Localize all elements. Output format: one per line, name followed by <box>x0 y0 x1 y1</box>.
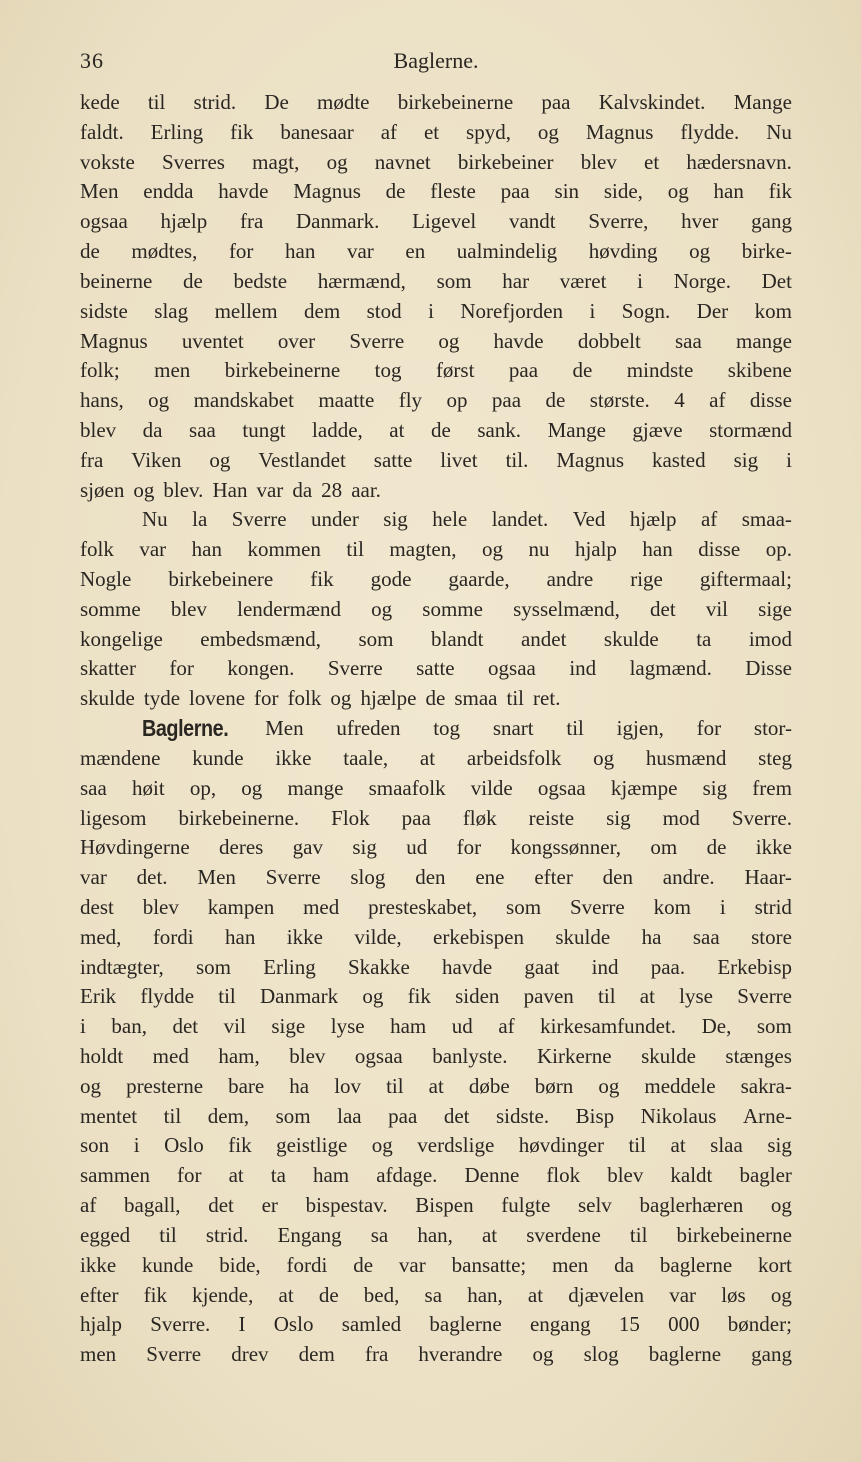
text-line: mentet til dem, som laa paa det sidste. Bisp Nikolaus Arne- <box>80 1103 792 1128</box>
text-line: Høvdingerne deres gav sig ud for kongssønner, om de ikke <box>80 835 792 860</box>
text-line: de mødtes, for han var en ualmindelig høvding og birke- <box>80 239 792 264</box>
text-line: holdt med ham, blev ogsaa banlyste. Kirkerne skulde stænges <box>80 1044 792 1068</box>
section-heading: Baglerne. <box>142 715 229 742</box>
text-line: ikke kunde bide, fordi de var bansatte; men da baglerne kort <box>80 1252 792 1277</box>
text-line: Erik flydde til Danmark og fik siden paven til at lyse Sverre <box>80 984 792 1009</box>
text-line: somme blev lendermænd og somme sysselmænd, det vil sige <box>80 596 792 621</box>
text-line: folk var han kommen til magten, og nu hjalp han disse op. <box>80 537 792 562</box>
text-line: Magnus uventet over Sverre og havde dobbelt saa mange <box>80 328 792 353</box>
body-text <box>80 88 792 1370</box>
text-line: folk; men birkebeinerne tog først paa de mindste skibene <box>80 358 792 383</box>
text-line: blev da saa tungt ladde, at de sank. Mange gjæve stormænd <box>80 417 792 442</box>
text-line: ogsaa hjælp fra Danmark. Ligevel vandt Sverre, hver gang <box>80 209 792 234</box>
text-line: Nogle birkebeinere fik gode gaarde, andre rige giftermaal; <box>80 567 792 591</box>
text-line: skulde tyde lovene for folk og hjælpe de smaa til ret. <box>80 686 561 711</box>
text-line: efter fik kjende, at de bed, sa han, at djævelen var løs og <box>80 1282 792 1307</box>
text-line: hans, og mandskabet maatte fly op paa de største. 4 af disse <box>80 388 792 413</box>
page-number: 36 <box>80 48 104 73</box>
text-line: kede til strid. De mødte birkebeinerne paa Kalvskindet. Mange <box>80 90 792 114</box>
text-line: af bagall, det er bispestav. Bispen fulgte selv baglerhæren og <box>80 1193 792 1218</box>
text-line: Nu la Sverre under sig hele landet. Ved hjælp af smaa- <box>142 507 792 532</box>
text-line: beinerne de bedste hærmænd, som har været i Norge. Det <box>80 268 792 293</box>
text-line: sidste slag mellem dem stod i Norefjorden i Sogn. Der kom <box>80 298 792 323</box>
text-line: med, fordi han ikke vilde, erkebispen skulde ha saa store <box>80 924 792 949</box>
text-line: skatter for kongen. Sverre satte ogsaa ind lagmænd. Disse <box>80 656 792 681</box>
text-line: men Sverre drev dem fra hverandre og slog baglerne gang <box>80 1342 792 1367</box>
text-line: saa høit op, og mange smaafolk vilde ogsaa kjæmpe sig frem <box>80 775 792 800</box>
text-line: ligesom birkebeinerne. Flok paa fløk reiste sig mod Sverre. <box>80 805 792 830</box>
text-line: dest blev kampen med presteskabet, som Sverre kom i strid <box>80 894 792 919</box>
text-line: i ban, det vil sige lyse ham ud af kirkesamfundet. De, som <box>80 1014 792 1039</box>
text-line: kongelige embedsmænd, som blandt andet skulde ta imod <box>80 626 792 651</box>
page-header <box>80 44 792 78</box>
text-line: sjøen og blev. Han var da 28 aar. <box>80 477 381 502</box>
text-line: og presterne bare ha lov til at døbe børn og meddele sakra- <box>80 1073 792 1098</box>
text-line: indtægter, som Erling Skakke havde gaat ind paa. Erkebisp <box>80 954 792 979</box>
text-line: faldt. Erling fik banesaar af et spyd, og Magnus flydde. Nu <box>80 119 792 144</box>
text-line: var det. Men Sverre slog den ene efter den andre. Haar- <box>80 865 792 890</box>
text-line: Baglerne. Men ufreden tog snart til igjen, for stor- <box>80 714 792 744</box>
running-title: Baglerne. <box>393 48 479 73</box>
text-line: hjalp Sverre. I Oslo samled baglerne engang 15 000 bønder; <box>80 1312 792 1337</box>
text-line: fra Viken og Vestlandet satte livet til. Magnus kasted sig i <box>80 447 792 472</box>
text-line: egged til strid. Engang sa han, at sverdene til birkebeinerne <box>80 1222 792 1247</box>
text-line: son i Oslo fik geistlige og verdslige høvdinger til at slaa sig <box>80 1133 792 1158</box>
text-line: mændene kunde ikke taale, at arbeidsfolk og husmænd steg <box>80 745 792 770</box>
text-line: Men endda havde Magnus de fleste paa sin side, og han fik <box>80 179 792 204</box>
text-line: sammen for at ta ham afdage. Denne flok blev kaldt bagler <box>80 1163 792 1188</box>
text-line: vokste Sverres magt, og navnet birkebeiner blev et hædersnavn. <box>80 149 792 174</box>
